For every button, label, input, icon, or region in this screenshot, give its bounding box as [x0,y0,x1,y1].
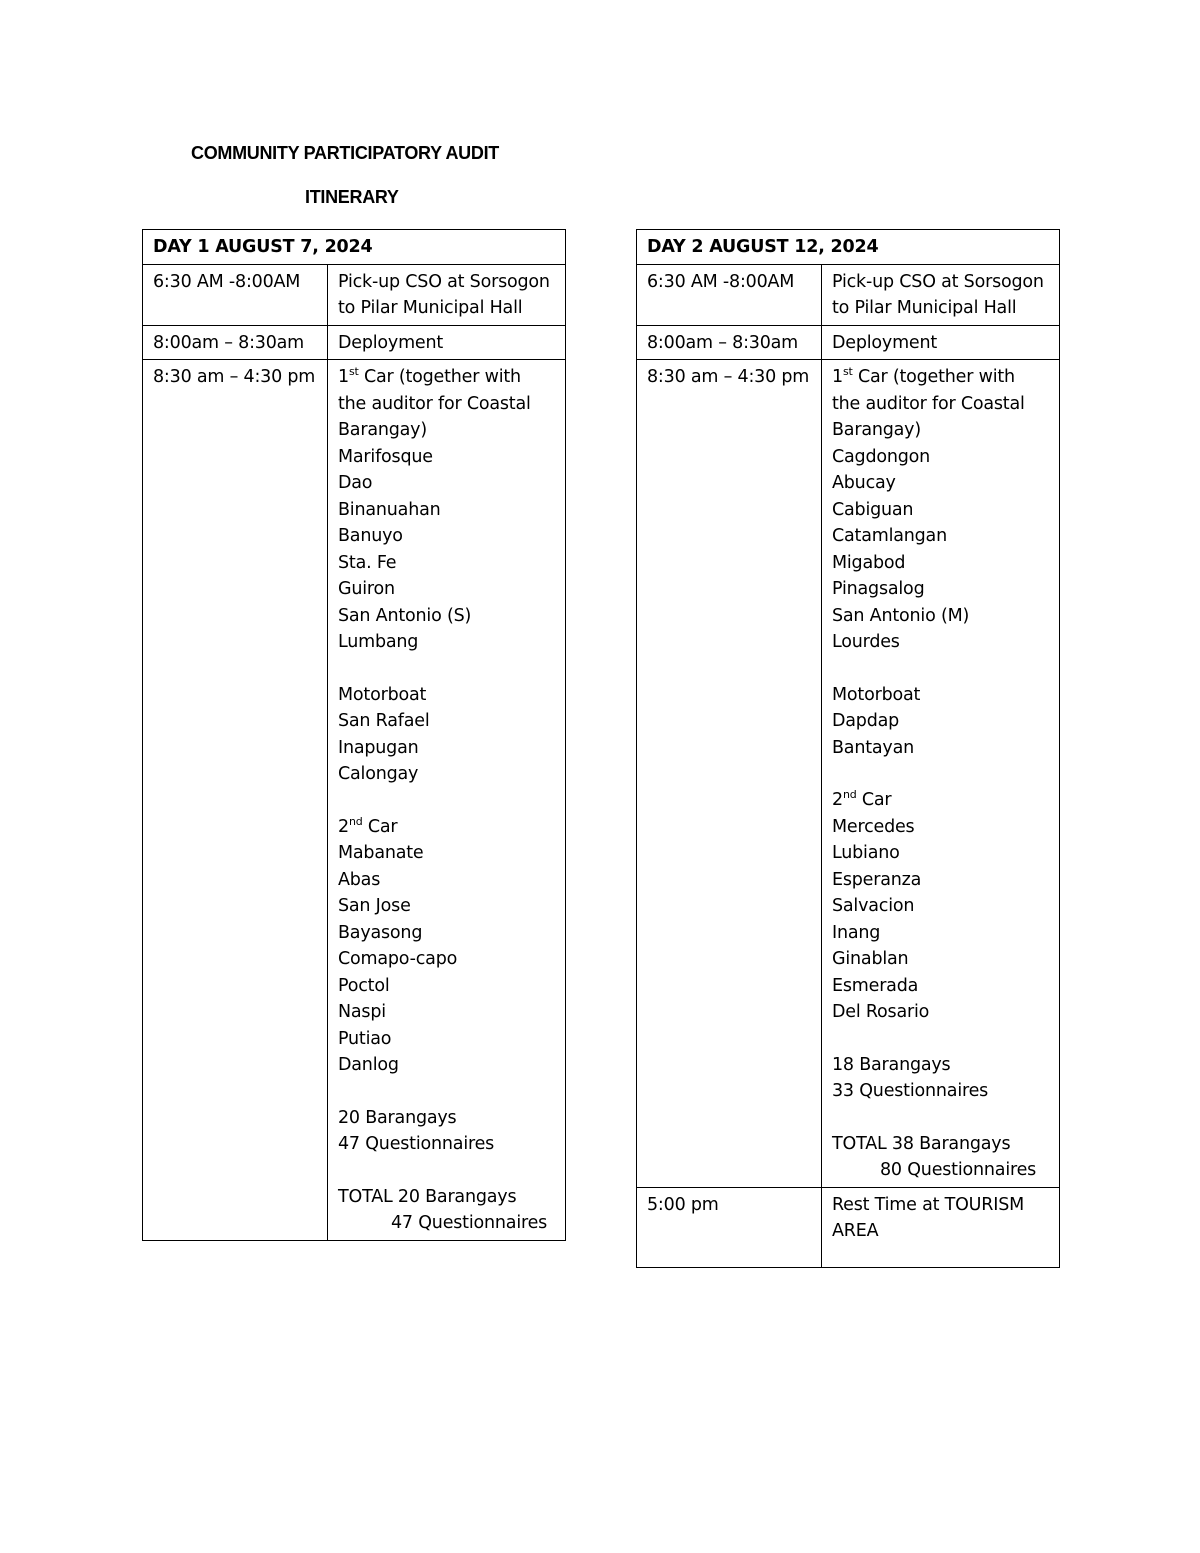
spacer [338,1158,555,1184]
barangay-item: San Jose [338,896,411,916]
motorboat-heading: Motorboat [338,684,427,705]
total-questionnaires: 80 Questionnaires [880,1160,1037,1180]
barangay-item: Cabiguan [832,499,914,520]
day2-car1-barangay-list [832,444,1049,656]
spacer [832,656,1049,682]
barangay-item: Poctol [338,975,390,996]
barangay-count: 20 Barangays [338,1107,457,1128]
barangay-item: Putiao [338,1028,392,1049]
day2-pickup-time: 6:30 AM -8:00AM [637,264,822,325]
day2-header: DAY 2 AUGUST 12, 2024 [637,230,1060,265]
day2-audit-time: 8:30 am – 4:30 pm [637,360,822,1188]
car1-note: Barangay) [832,420,921,440]
barangay-item: Abucay [832,473,896,493]
barangay-item: Dao [338,473,373,493]
questionnaire-count: 33 Questionnaires [832,1081,989,1101]
car1-number: 1 [338,367,349,387]
activity-line: AREA [832,1221,879,1241]
car2-number: 2 [832,790,843,810]
barangay-item: Del Rosario [832,1002,930,1022]
day2-rest-time: 5:00 pm [637,1187,822,1267]
motorboat-heading: Motorboat [832,684,921,705]
car1-note: the auditor for Coastal [832,393,1025,414]
spacer [338,656,555,682]
barangay-item: San Rafael [338,711,430,731]
barangay-item: Marifosque [338,446,433,467]
barangay-item: Inang [832,922,881,943]
barangay-item: San Antonio (S) [338,605,472,626]
spacer [338,1079,555,1105]
barangay-item: Binanuahan [338,499,441,520]
car1-ordinal: st [348,365,359,378]
barangay-item: Inapugan [338,737,419,758]
day1-audit-row [143,360,566,1241]
barangay-item: Banuyo [338,526,403,546]
day1-pickup-activity [328,264,566,325]
car2-ordinal: nd [842,788,857,801]
day2-car2-barangay-list [832,814,1049,1026]
day2-deployment-time: 8:00am – 8:30am [637,325,822,360]
document-subtitle: ITINERARY [305,187,399,207]
barangay-item: Salvacion [832,896,915,916]
barangay-item: Naspi [338,1002,386,1022]
barangay-count: 18 Barangays [832,1054,951,1075]
barangay-item: San Antonio (M) [832,605,970,626]
activity-line: to Pilar Municipal Hall [832,298,1017,318]
activity-line: Rest Time at TOURISM [832,1194,1025,1215]
car1-label: Car (together with [358,367,521,387]
car2-heading [832,787,1049,814]
total-questionnaires: 47 Questionnaires [391,1213,548,1233]
spacer [832,761,1049,787]
barangay-item: Dapdap [832,711,900,731]
day2-deployment-activity: Deployment [822,325,1060,360]
day2-pickup-activity [822,264,1060,325]
barangay-item: Pinagsalog [832,579,925,599]
car2-label: Car [856,790,892,810]
barangay-item: Migabod [832,552,906,573]
car1-heading [338,364,555,391]
barangay-item: Cagdongon [832,446,931,467]
day1-audit-time: 8:30 am – 4:30 pm [143,360,328,1241]
car2-number: 2 [338,816,349,837]
day2-motorboat-barangay-list [832,708,1049,761]
car1-label: Car (together with [852,367,1015,387]
barangay-item: Bayasong [338,922,423,943]
car1-ordinal: st [842,365,853,378]
questionnaire-count: 47 Questionnaires [338,1134,495,1154]
day1-deployment-time: 8:00am – 8:30am [143,325,328,360]
car2-label: Car [362,816,398,837]
day2-audit-row [637,360,1060,1188]
day1-deployment-activity: Deployment [328,325,566,360]
activity-line: to Pilar Municipal Hall [338,298,523,318]
day1-pickup-time: 6:30 AM -8:00AM [143,264,328,325]
car1-number: 1 [832,367,843,387]
barangay-item: Lourdes [832,632,900,652]
total-barangays: TOTAL 20 Barangays [338,1186,517,1207]
day2-pickup-row [637,264,1060,325]
document-title: COMMUNITY PARTICIPATORY AUDIT [191,143,499,163]
spacer [832,1105,1049,1131]
activity-line: Pick-up CSO at Sorsogon [338,271,550,292]
day1-deployment-row [143,325,566,360]
day1-itinerary-table [142,229,566,1241]
day2-header-row [637,230,1060,265]
barangay-item: Esperanza [832,869,922,890]
car1-note: the auditor for Coastal [338,393,531,414]
barangay-item: Comapo-capo [338,949,458,969]
day2-itinerary-table [636,229,1060,1268]
day2-audit-activity [822,360,1060,1188]
barangay-item: Abas [338,869,381,890]
barangay-item: Mabanate [338,843,424,863]
barangay-item: Guiron [338,579,395,599]
car1-heading [832,364,1049,391]
barangay-item: Lumbang [338,632,419,652]
day2-rest-row [637,1187,1060,1267]
barangay-item: Calongay [338,764,419,784]
day2-rest-activity [822,1187,1060,1267]
barangay-item: Lubiano [832,843,900,863]
day1-car2-barangay-list [338,840,555,1079]
spacer [338,788,555,814]
car2-heading [338,814,555,841]
car1-note: Barangay) [338,420,427,440]
barangay-item: Danlog [338,1055,399,1075]
activity-line: Pick-up CSO at Sorsogon [832,271,1044,292]
barangay-item: Catamlangan [832,526,947,546]
day1-header-row [143,230,566,265]
day1-pickup-row [143,264,566,325]
day1-audit-activity [328,360,566,1241]
day1-header: DAY 1 AUGUST 7, 2024 [143,230,566,265]
total-barangays: TOTAL 38 Barangays [832,1133,1011,1154]
car2-ordinal: nd [348,814,363,828]
barangay-item: Sta. Fe [338,552,397,573]
spacer [832,1026,1049,1052]
day1-car1-barangay-list [338,444,555,656]
barangay-item: Mercedes [832,816,915,837]
barangay-item: Esmerada [832,975,919,996]
barangay-item: Bantayan [832,737,914,758]
day2-deployment-row [637,325,1060,360]
day1-motorboat-barangay-list [338,708,555,788]
barangay-item: Ginablan [832,949,909,969]
